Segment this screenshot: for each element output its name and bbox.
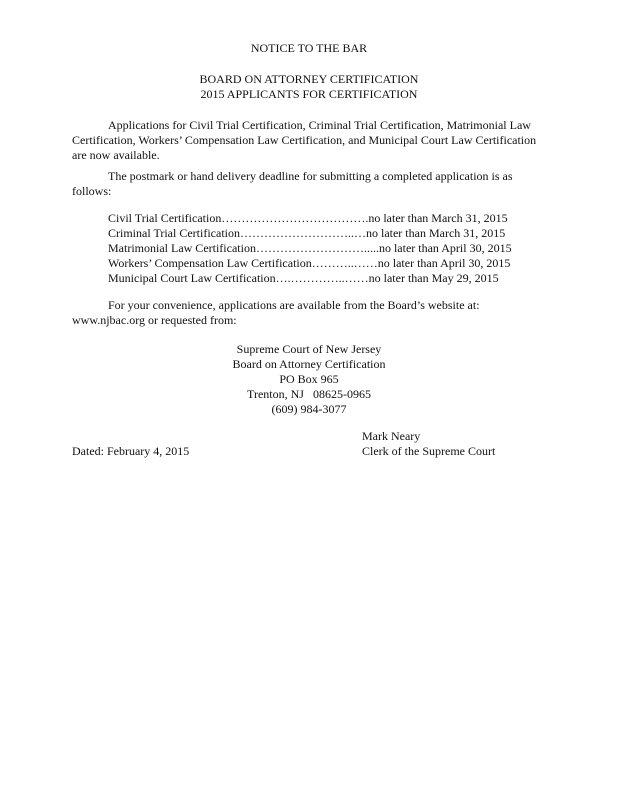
deadline-item-workers-comp: Workers’ Compensation Law Certification………..……no later than April 30, 2015 <box>108 256 511 270</box>
subtitle: 2015 APPLICANTS FOR CERTIFICATION <box>200 87 418 101</box>
deadline-item-matrimonial: Matrimonial Law Certification……………………….....no later than April 30, 2015 <box>108 241 512 255</box>
deadline-item-civil-trial: Civil Trial Certification……………………………….no later than March 31, 2015 <box>108 211 508 225</box>
signer-name: Mark Neary <box>362 429 421 443</box>
paragraph-line: Applications for Civil Trial Certification, Criminal Trial Certification, Matrimonial Law <box>108 118 531 132</box>
paragraph-line: Certification, Workers’ Compensation Law Certification, and Municipal Court Law Certification <box>72 133 537 147</box>
dated-line: Dated: February 4, 2015 <box>72 444 190 458</box>
signer-title: Clerk of the Supreme Court <box>362 444 496 458</box>
paragraph-line: The postmark or hand delivery deadline for submitting a completed application is as <box>108 169 513 183</box>
address-line: Trenton, NJ 08625-0965 <box>247 387 371 401</box>
deadline-item-criminal-trial: Criminal Trial Certification………………………..…no later than March 31, 2015 <box>108 226 506 240</box>
paragraph-line-website: www.njbac.org or requested from: <box>72 313 237 327</box>
address-phone: (609) 984-3077 <box>271 402 347 416</box>
paragraph-line: follows: <box>72 184 112 198</box>
deadline-item-municipal-court: Municipal Court Law Certification….…………..……no later than May 29, 2015 <box>108 271 499 285</box>
paragraph-line: For your convenience, applications are available from the Board’s website at: <box>108 298 480 312</box>
notice-heading: NOTICE TO THE BAR <box>250 41 368 55</box>
paragraph-line: are now available. <box>72 148 160 162</box>
board-title: BOARD ON ATTORNEY CERTIFICATION <box>199 72 419 86</box>
address-line: Board on Attorney Certification <box>232 357 386 371</box>
address-line: Supreme Court of New Jersey <box>236 342 382 356</box>
address-line: PO Box 965 <box>279 372 339 386</box>
